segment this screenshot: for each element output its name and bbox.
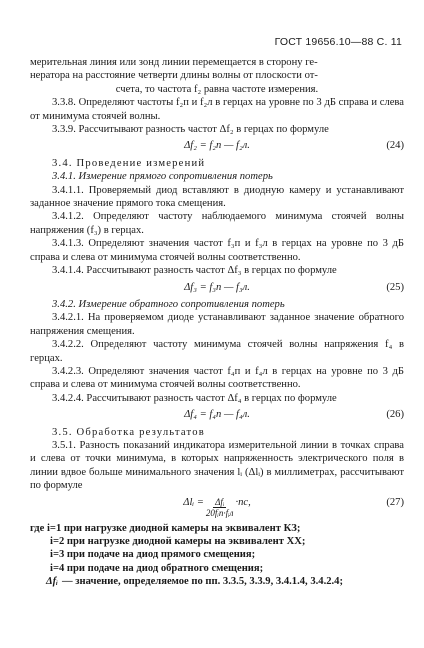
paragraph-3-4-1-1: 3.4.1.1. Проверяемый диод вставляют в диодную камеру и устанавливают заданное значение прямого тока смещения. [30,184,404,210]
where-line: i=4 при подаче на диод обратного смещения; [50,562,264,574]
paragraph-3-4-1-2: 3.4.1.2. Определяют частоту наблюдаемого минимума стоячей волны напряжения (f₃) в герцах. [30,211,404,236]
where-line: i=3 при подаче на диод прямого смещения; [50,549,256,561]
formula-text: Δf₄ = f₄п — f₄л. [184,409,250,421]
paragraph-3-4-2-1: 3.4.2.1. На проверяемом диоде устанавливают заданное значение обратного напряжения смещения. [30,312,404,337]
where-line: где i=1 при нагрузке диодной камеры на эквивалент КЗ; [30,522,301,534]
text-line: нератора на расстояние четверти длины волны от плоскости от- [30,70,318,82]
definition-term: Δfᵢ [46,576,58,588]
formula-number: (26) [386,409,404,421]
paragraph-3-4-1-3: 3.4.1.3. Определяют значения частот f₃п и f₃л в герцах на уровне по 3 дБ справа и слева от минимума стоячей волны соответственно. [30,238,404,263]
where-definition [30,575,404,588]
paragraph-3-4-2-4: 3.4.2.4. Рассчитывают разность частот Δf₄ в герцах по формуле [52,392,337,404]
paragraph-3-3-8: 3.3.8. Определяют частоты f₂п и f₂л в герцах на уровне по 3 дБ справа и слева от минимума стоячей волны. [30,97,404,122]
text-line: мерительная линия или зонд линии перемещается в сторону ге- [30,57,318,68]
formula-24 [30,139,404,152]
fraction-denominator: 20fᵢп·fᵢл [205,507,234,518]
formula-25 [30,281,404,294]
paragraph-3-3-9: 3.3.9. Рассчитывают разность частот Δf₂ в герцах по формуле [52,124,329,136]
subsection-heading-3-4-2: 3.4.2. Измерение обратного сопротивления потерь [52,298,285,310]
paragraph-3-5-1: 3.5.1. Разность показаний индикатора измерительной линии в точках справа и слева от точки минимума, в которых напряженность электрического поля в линии вдвое больше минимального значения lᵢ (Δlᵢ) в миллиметрах, рассчитывают по формуле [30,439,404,492]
paragraph-3-4-2-3: 3.4.2.3. Определяют значения частот f₄п и f₄л в герцах на уровне по 3 дБ справа и слева от минимума стоячей волны соответственно. [30,365,404,391]
formula-fraction [206,497,234,518]
where-line: i=2 при нагрузке диодной камеры на эквивалент XX; [50,536,306,547]
paragraph-3-4-2-2: 3.4.2.2. Определяют частоту минимума стоячей волны напряжения f₄ в герцах. [30,339,404,364]
section-heading-3-4: 3.4. Проведение измерений [52,157,206,169]
formula-number: (24) [386,140,404,152]
fraction-numerator: Δfᵢ [215,496,225,507]
definition-text: — значение, определяемое по пп. 3.3.5, 3.3.9, 3.4.1.4, 3.4.2.4; [62,576,343,588]
section-heading-3-5: 3.5. Обработка результатов [52,426,205,438]
formula-lhs: Δlᵢ = [183,496,204,508]
page-header: ГОСТ 19656.10—88 С. 11 [274,36,402,48]
formula-26 [30,408,404,421]
document-body [30,56,404,589]
text-line: счета, то частота f₂ равна частоте измерения. [115,83,319,95]
formula-text: Δf₃ = f₃п — f₃л. [184,281,250,293]
formula-27 [30,496,404,518]
formula-number: (27) [386,496,404,508]
paragraph-3-4-1-4: 3.4.1.4. Рассчитывают разность частот Δf₃ в герцах по формуле [52,265,337,277]
formula-rhs: ·nc, [235,496,251,508]
formula-number: (25) [386,281,404,293]
subsection-heading-3-4-1: 3.4.1. Измерение прямого сопротивления потерь [52,171,273,183]
formula-text: Δf₂ = f₂п — f₂л. [184,140,250,152]
